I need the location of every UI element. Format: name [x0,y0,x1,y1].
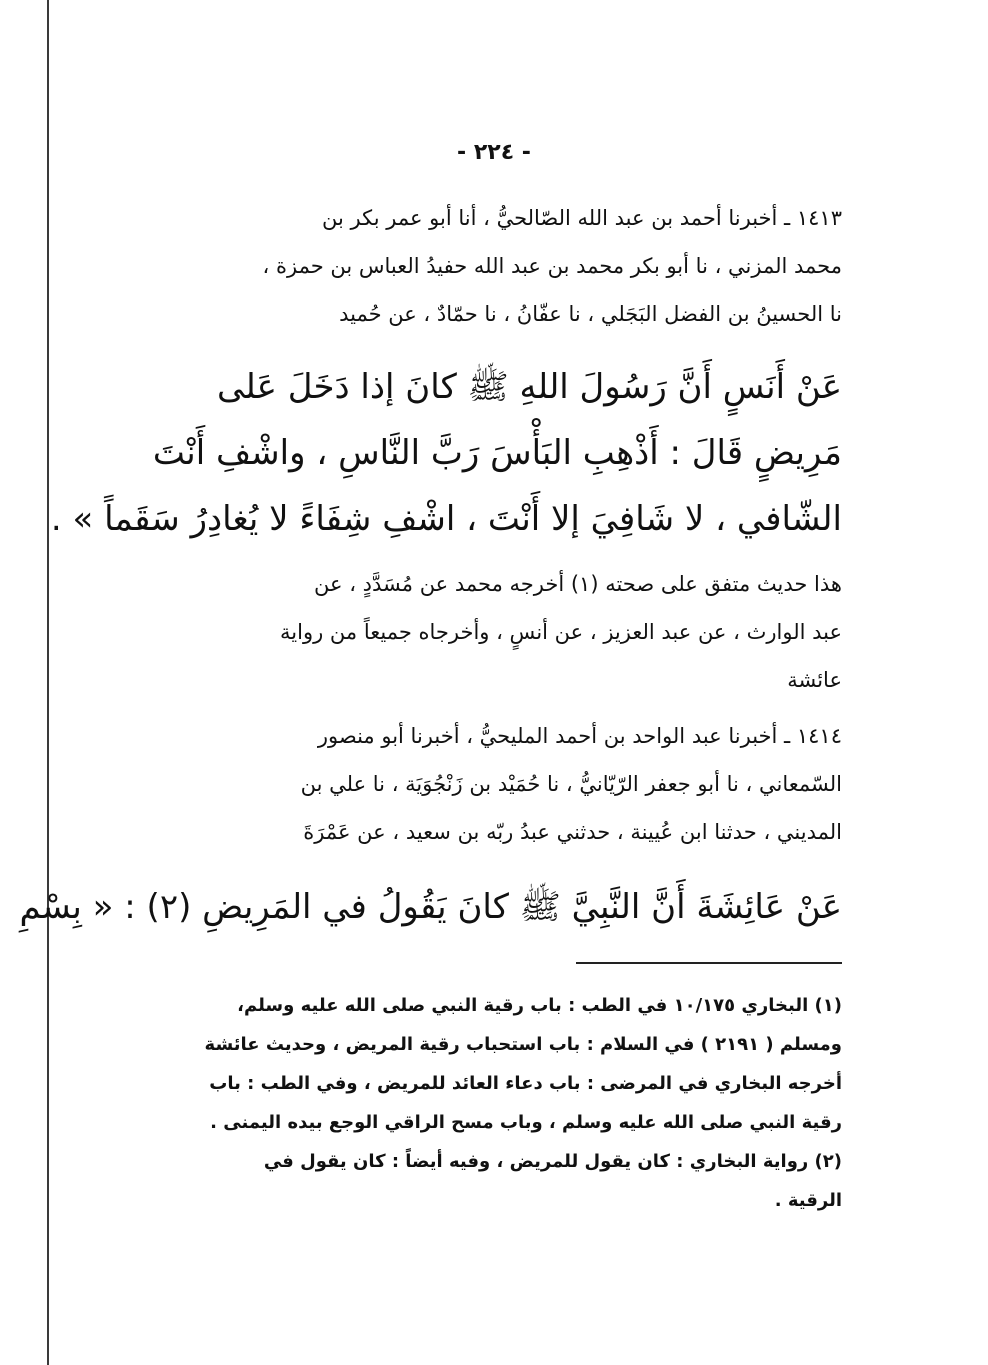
hadith-1413-isnad [178,194,842,338]
left-margin-rule [47,0,49,1365]
footnote-line: (١) البخاري ١٠/١٧٥ في الطب : باب رقية النبي صلى الله عليه وسلم، [237,995,842,1016]
footnotes [178,986,842,1220]
commentary-line: عبد الوارث ، عن عبد العزيز ، عن أنسٍ ، وأخرجاه جميعاً من رواية [280,620,842,644]
hadith-1414-matn [19,874,842,940]
footnote-line: الرقية . [774,1190,842,1211]
isnad-line: ١٤١٤ ـ أخبرنا عبد الواحد بن أحمد المليحيُّ ، أخبرنا أبو منصور [317,724,842,748]
footnote-line: رقية النبي صلى الله عليه وسلم ، وباب مسح الراقي الوجع بيده اليمنى . [210,1112,842,1133]
matn-line: عَنْ أَنَسٍ أَنَّ رَسُولَ اللهِ ﷺ كانَ إذا دَخَلَ عَلى [217,367,842,407]
page-number: - ٢٢٤ - [457,140,531,165]
footnote-line: أخرجه البخاري في المرضى : باب دعاء العائد للمريض ، وفي الطب : باب [209,1073,842,1094]
isnad-line: محمد المزني ، نا أبو بكر محمد بن عبد الله حفيدُ العباس بن حمزة ، [262,254,842,278]
isnad-line: المديني ، حدثنا ابن عُيينة ، حدثني عبدُ ربّه بن سعيد ، عن عَمْرَةَ [303,820,842,844]
commentary-line: هذا حديث متفق على صحته (١) أخرجه محمد عن مُسَدَّدٍ ، عن [314,572,842,596]
hadith-1413-commentary [178,560,842,704]
isnad-line: ١٤١٣ ـ أخبرنا أحمد بن عبد الله الصّالحيُّ ، أنا أبو عمر بكر بن [322,206,842,230]
hadith-1413-matn [50,354,842,552]
matn-line: الشّافي ، لا شَافِيَ إلا أَنْتَ ، اشْفِ شِفَاءً لا يُغادِرُ سَقَماً » . [50,499,842,539]
hadith-1414-isnad [178,712,842,856]
footnote-line: (٢) رواية البخاري : كان يقول للمريض ، وفيه أيضاً : كان يقول في [263,1151,842,1172]
isnad-line: السّمعاني ، نا أبو جعفر الرّيّانيُّ ، نا حُمَيْد بن زَنْجُوَيَة ، نا علي بن [300,772,842,796]
commentary-line: عائشة [787,668,842,692]
matn-line: مَرِيضٍ قَالَ : أَذْهِبِ البَأْسَ رَبَّ النَّاسِ ، واشْفِ أَنْتَ [152,433,842,473]
isnad-line: نا الحسينُ بن الفضل البَجَلي ، نا عفّانُ ، نا حمّادٌ ، عن حُميد [339,302,842,326]
matn-line: عَنْ عَائِشَةَ أَنَّ النَّبِيَّ ﷺ كانَ يَقُولُ في المَرِيضِ (٢) : « بِسْمِ [19,887,842,927]
footnote-separator [576,962,842,964]
footnote-line: ومسلم ( ٢١٩١ ) في السلام : باب استحباب رقية المريض ، وحديث عائشة [204,1034,842,1055]
